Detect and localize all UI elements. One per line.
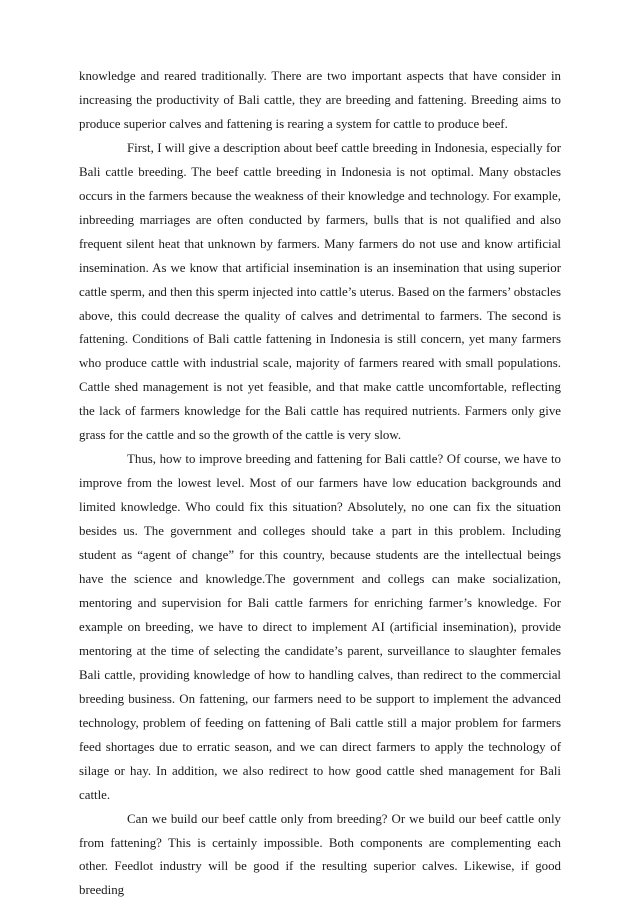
body-text <box>79 65 561 903</box>
paragraph-improvement: Thus, how to improve breeding and fattening for Bali cattle? Of course, we have to improve from the lowest level. Most of our farmers have low education backgrounds and limited knowledge. Who could fix this situation? Absolutely, no one can fix the situation besides us. The government and colleges should take a part in this problem. Including student as “agent of change” for this country, because students are the intellectual beings have the science and knowledge.The government and collegs can make socialization, mentoring and supervision for Bali cattle farmers for enriching farmer’s knowledge. For example on breeding, we have to direct to implement AI (artificial insemination), provide mentoring at the time of selecting the candidate’s parent, surveillance to slaughter females Bali cattle, providing knowledge of how to handling calves, than redirect to the commercial breeding business. On fattening, our farmers need to be support to implement the advanced technology, problem of feeding on fattening of Bali cattle still a major problem for farmers feed shortages due to erratic season, and we can direct farmers to apply the technology of silage or hay. In addition, we also redirect to how good cattle shed management for Bali cattle. <box>79 452 561 802</box>
paragraph-conclusion: Can we build our beef cattle only from breeding? Or we build our beef cattle only from fattening? This is certainly impossible. Both components are complementing each other. Feedlot industry will be good if the resulting superior calves. Likewise, if good breeding <box>79 811 561 898</box>
paragraph-continuation: knowledge and reared traditionally. There are two important aspects that have consider in increasing the productivity of Bali cattle, they are breeding and fattening. Breeding aims to produce superior calves and fattening is rearing a system for cattle to produce beef. <box>79 69 561 131</box>
paragraph-breeding-fattening-overview: First, I will give a description about beef cattle breeding in Indonesia, especially for Bali cattle breeding. The beef cattle breeding in Indonesia is not optimal. Many obstacles occurs in the farmers because the weakness of their knowledge and technology. For example, inbreeding marriages are often conducted by farmers, bulls that is not qualified and also frequent silent heat that unknown by farmers. Many farmers do not use and know artificial insemination. As we know that artificial insemination is an insemination that using superior cattle sperm, and then this sperm injected into cattle’s uterus. Based on the farmers’ obstacles above, this could decrease the quality of calves and detrimental to farmers. The second is fattening. Conditions of Bali cattle fattening in Indonesia is still concern, yet many farmers who produce cattle with industrial scale, majority of farmers reared with small populations. Cattle shed management is not yet feasible, and that make cattle uncomfortable, reflecting the lack of farmers knowledge for the Bali cattle has required nutrients. Farmers only give grass for the cattle and so the growth of the cattle is very slow. <box>79 140 561 443</box>
